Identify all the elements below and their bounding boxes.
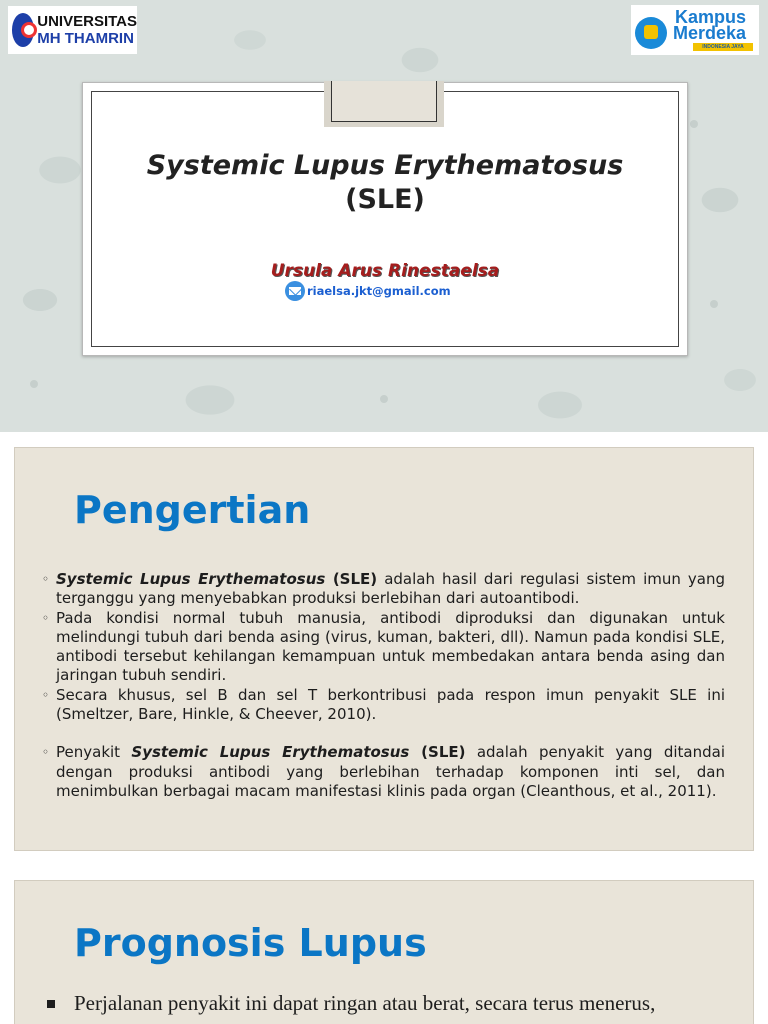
title-card — [82, 82, 688, 356]
author-email[interactable]: riaelsa.jkt@gmail.com — [307, 284, 451, 298]
bullet-text: adalah penyakit yang ditandai dengan produksi antibodi yang berlebihan terhadap komponen inti sel, dan menimbulkan berbagai macam manifestasi klinis pada organ (Cleanthous, et al., 2011). — [56, 743, 725, 800]
kampus-merdeka-tagline: INDONESIA JAYA — [693, 43, 753, 51]
mail-icon — [285, 281, 305, 301]
definition-slide — [14, 447, 754, 851]
bullet-abbrev: (SLE) — [421, 743, 466, 762]
slide-heading: Prognosis Lupus — [74, 921, 427, 965]
university-logo — [8, 6, 137, 54]
email-row[interactable] — [285, 281, 451, 301]
bullet-prefix: Penyakit — [56, 743, 132, 762]
bullet-term: Systemic Lupus Erythematosus — [131, 743, 410, 762]
bullet-abbrev: (SLE) — [332, 570, 378, 588]
title-card-tab — [324, 81, 444, 127]
university-logo-line2: MH THAMRIN — [37, 30, 134, 47]
kampus-merdeka-logo — [631, 5, 759, 55]
kampus-merdeka-line1: Kampus — [675, 7, 747, 27]
slide-heading: Pengertian — [74, 488, 311, 532]
pattern-dot — [710, 300, 718, 308]
slide-body — [41, 570, 725, 801]
bullet-text: adalah hasil dari regulasi sistem imun yang terganggu yang menyebabkan produksi berlebihan dari autoantibodi. — [56, 570, 726, 608]
tut-wuri-handayani-icon — [635, 17, 667, 49]
pattern-dot — [690, 120, 698, 128]
bullet-item: ◦ Pada kondisi normal tubuh manusia, antibodi diproduksi dan digunakan untuk melindungi tubuh dari benda asing (virus, kuman, bakteri, dll). Namun pada kondisi SLE, antibodi tersebut kehilangan kemampuan untuk membedakan antara benda asing dan jaringan tubuh sendiri. — [41, 609, 725, 686]
bullet-item — [41, 570, 725, 609]
presentation-title — [83, 149, 687, 217]
title-card-frame — [91, 91, 679, 347]
presentation-title-main: Systemic Lupus Erythematosus — [146, 150, 624, 181]
pattern-dot — [380, 395, 388, 403]
prognosis-slide — [14, 880, 754, 1024]
bullet-item: ◦ Secara khusus, sel B dan sel T berkontribusi pada respon imun penyakit SLE ini (Smeltzer, Bare, Hinkle, & Cheever, 2010). — [41, 686, 725, 725]
bullet-item: Perjalanan penyakit ini dapat ringan atau berat, secara terus menerus, — [47, 989, 754, 1017]
presentation-title-abbrev: (SLE) — [345, 184, 425, 215]
title-slide — [0, 0, 768, 432]
bullet-term: Systemic Lupus Erythematosus — [56, 570, 326, 588]
university-logo-line1: UNIVERSITAS — [37, 13, 137, 30]
kampus-merdeka-line2: Merdeka — [673, 23, 747, 43]
author-name: Ursula Arus Rinestaelsa — [270, 261, 500, 281]
bullet-item — [41, 743, 725, 801]
university-emblem-icon — [12, 13, 34, 47]
pattern-dot — [30, 380, 38, 388]
